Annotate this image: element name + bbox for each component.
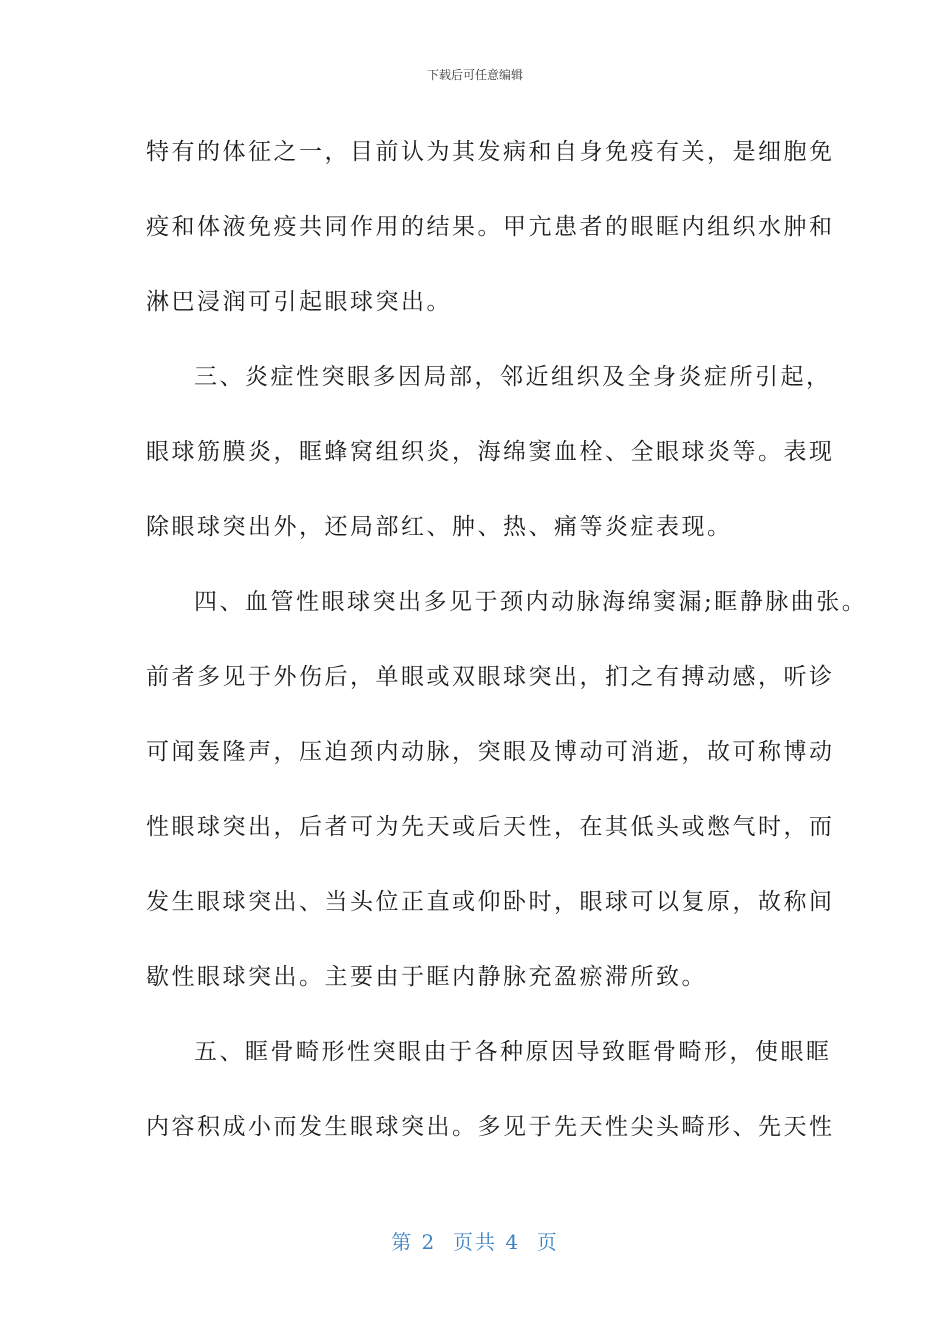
paragraph-start-line: 三、炎症性突眼多因局部，邻近组织及全身炎症所引起，	[194, 364, 832, 390]
text-line: 可闻轰隆声，压迫颈内动脉，突眼及博动可消逝，故可称博动	[146, 739, 835, 765]
text-line: 眼球筋膜炎，眶蜂窝组织炎，海绵窦血栓、全眼球炎等。表现	[146, 439, 835, 465]
text-line: 歇性眼球突出。主要由于眶内静脉充盈瘀滞所致。	[146, 964, 707, 990]
page-number-footer: 第 2 页共 4 页	[391, 1230, 559, 1254]
text-line: 特有的体征之一，目前认为其发病和自身免疫有关，是细胞免	[146, 139, 835, 165]
text-line: 除眼球突出外，还局部红、肿、热、痛等炎症表现。	[146, 514, 733, 540]
text-line: 淋巴浸润可引起眼球突出。	[146, 289, 452, 315]
paragraph-start-line: 四、血管性眼球突出多见于颈内动脉海绵窦漏;眶静脉曲张。	[194, 589, 868, 615]
text-line: 性眼球突出，后者可为先天或后天性，在其低头或憋气时，而	[146, 814, 835, 840]
text-line: 前者多见于外伤后，单眼或双眼球突出，扪之有搏动感，听诊	[146, 664, 835, 690]
text-line: 内容积成小而发生眼球突出。多见于先天性尖头畸形、先天性	[146, 1114, 835, 1140]
page-header: 下载后可任意编辑	[426, 68, 523, 82]
text-line: 发生眼球突出、当头位正直或仰卧时，眼球可以复原，故称间	[146, 889, 835, 915]
paragraph-start-line: 五、眶骨畸形性突眼由于各种原因导致眶骨畸形，使眼眶	[194, 1039, 832, 1065]
text-line: 疫和体液免疫共同作用的结果。甲亢患者的眼眶内组织水肿和	[146, 214, 835, 240]
